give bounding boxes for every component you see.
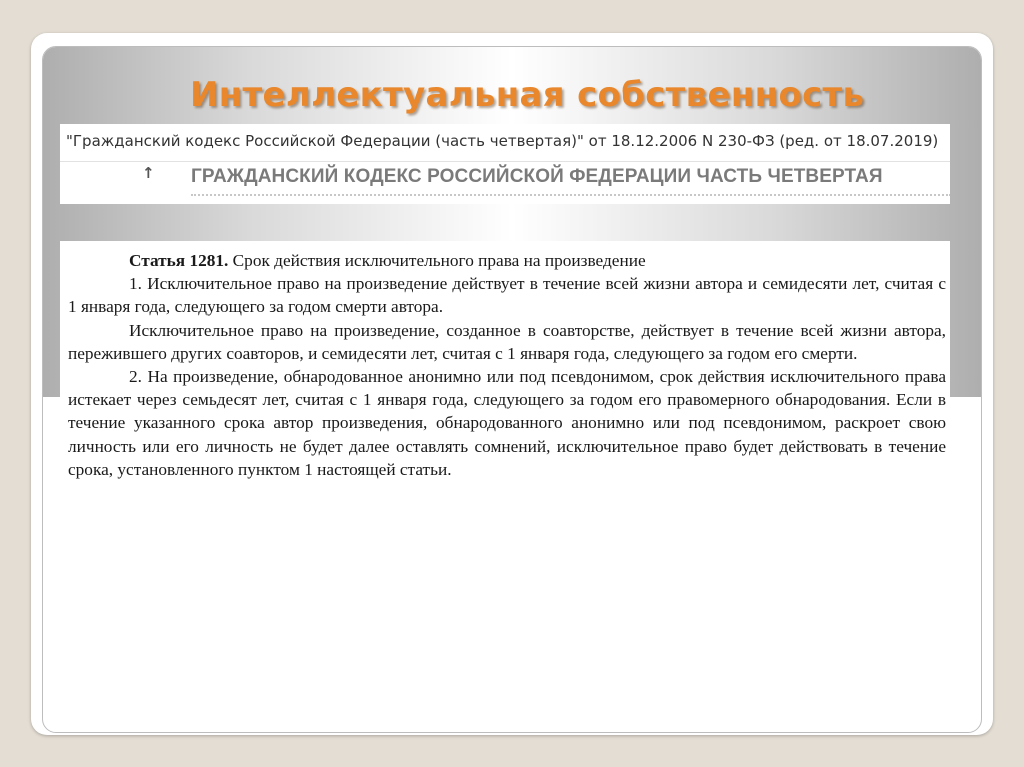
arrow-up-icon: ↑	[142, 164, 155, 182]
code-heading: ГРАЖДАНСКИЙ КОДЕКС РОССИЙСКОЙ ФЕДЕРАЦИИ ЧАСТЬ ЧЕТВЕРТАЯ	[191, 166, 883, 187]
article-paragraph: 2. На произведение, обнародованное анонимно или под псевдонимом, срок действия исключительного права истекает через семьдесят лет, считая с 1 января года, следующего за годом его правомерного обнародования. Если в течение указанного срока автор произведения, обнародованного анонимно или под псевдонимом, раскроет свою личность или его личность не будет далее оставлять сомнений, исключительное право будет действовать в течение срока, установленного пунктом 1 настоящей статьи.	[68, 367, 946, 479]
slide	[42, 46, 982, 733]
article-heading	[68, 249, 946, 272]
article-number: Статья 1281.	[129, 251, 229, 270]
divider	[60, 161, 950, 162]
article-title: Срок действия исключительного права на произведение	[232, 251, 646, 270]
web-page-excerpt	[60, 124, 950, 204]
cut-off-text-line	[191, 194, 950, 196]
article-body	[68, 249, 946, 481]
article-paragraph: Исключительное право на произведение, созданное в соавторстве, действует в течение всей жизни автора, пережившего других соавторов, и семидесяти лет, считая с 1 января года, следующего за годом его смерти.	[68, 320, 946, 363]
article-paragraph: 1. Исключительное право на произведение действует в течение всей жизни автора и семидесяти лет, считая с 1 января года, следующего за годом смерти автора.	[68, 274, 946, 317]
slide-title: Интеллектуальная собственность	[190, 75, 865, 115]
law-article-excerpt	[60, 241, 950, 581]
document-reference: "Гражданский кодекс Российской Федерации (часть четвертая)" от 18.12.2006 N 230-ФЗ (ред. от 18.07.2019)	[66, 132, 939, 150]
